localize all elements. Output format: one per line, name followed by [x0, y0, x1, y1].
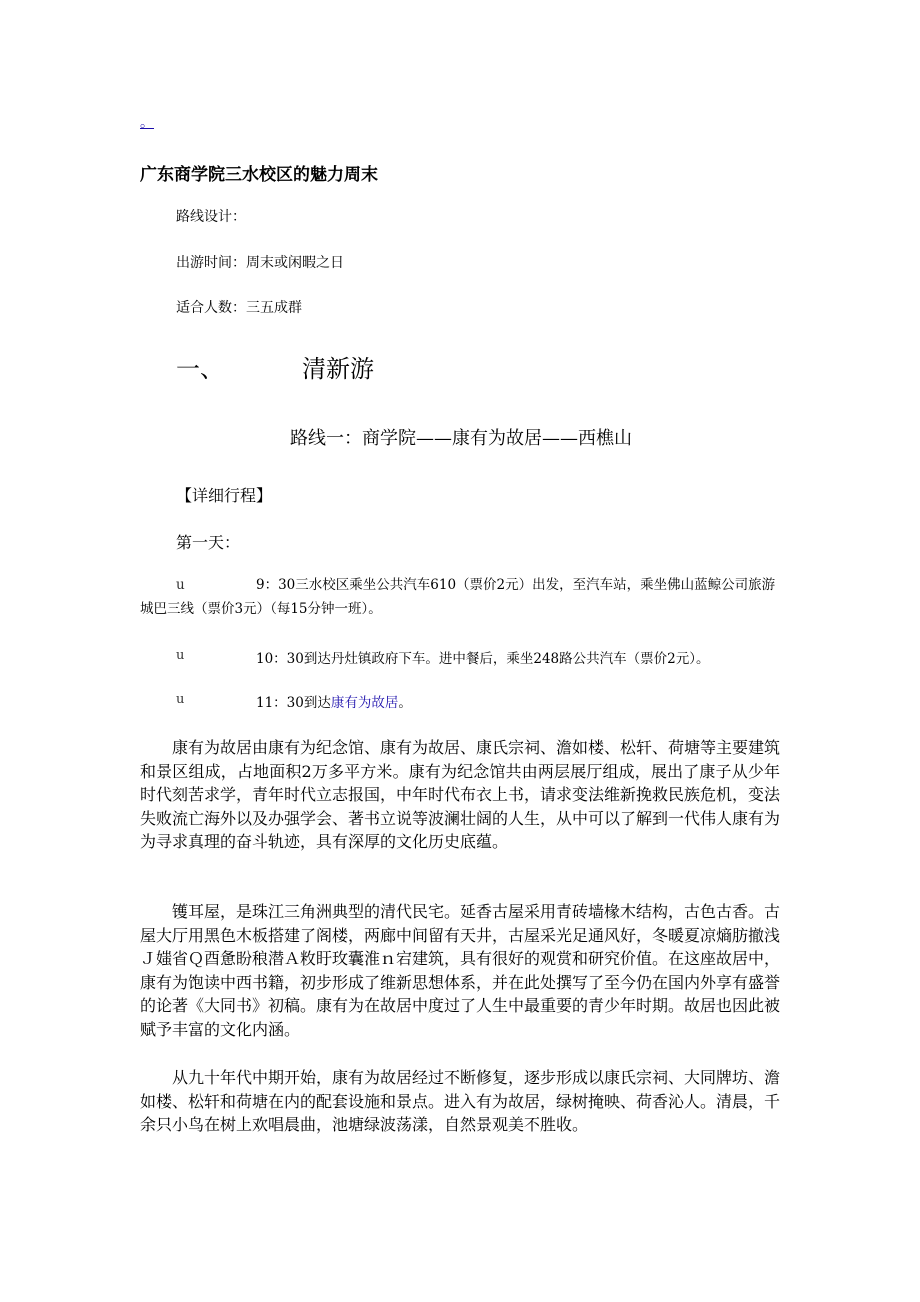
route-line: 路线一：商学院——康有为故居——西樵山 — [290, 428, 632, 449]
itinerary-text-3-suffix: 。 — [398, 695, 412, 711]
heading-text: 清新游 — [302, 355, 374, 383]
itinerary-text-2: 10：30到达丹灶镇政府下车。进中餐后，乘坐248路公共汽车（票价2元）。 — [256, 651, 710, 667]
top-link[interactable]: 。 — [140, 115, 154, 131]
detail-label: 【详细行程】 — [176, 486, 273, 505]
group-size: 适合人数：三五成群 — [176, 300, 302, 316]
bullet-marker: u — [176, 692, 185, 707]
bullet-marker: u — [176, 648, 185, 663]
travel-time: 出游时间：周末或闲暇之日 — [176, 255, 344, 271]
itinerary-text-1: 9：30三水校区乘坐公共汽车610（票价2元）出发，至汽车站，乘坐佛山蓝鲸公司旅游城巴三线（票价3元）（每15分钟一班）。 — [140, 577, 776, 617]
kang-youwei-residence-link[interactable]: 康有为故居 — [330, 695, 399, 711]
paragraph-residence: 康有为故居由康有为纪念馆、康有为故居、康氏宗祠、澹如楼、松轩、荷塘等主要建筑和景区组成，占地面积2万多平方米。康有为纪念馆共由两层展厅组成，展出了康子从少年时代刻苦求学，青年时代立志报国，中年时代布衣上书，请求变法维新挽救民族危机，变法失败流亡海外以及办强学会、著书立说等波澜壮阔的人生，从中可以了解到一代伟人康有为为寻求真理的奋斗轨迹，具有深厚的文化历史底蕴。 — [140, 738, 781, 851]
document-title: 广东商学院三水校区的魅力周末 — [140, 165, 378, 185]
route-design-label: 路线设计： — [176, 209, 246, 225]
itinerary-text-3-prefix: 11：30到达 — [256, 695, 331, 711]
bullet-marker: u — [176, 577, 185, 593]
day-label: 第一天： — [176, 533, 241, 552]
paragraph-wok-ear-house: 镬耳屋，是珠江三角洲典型的清代民宅。延香古屋采用青砖墙椽木结构，古色古香。古屋大厅用黑色木板搭建了阁楼，两廊中间留有天井，古屋采光足通风好，冬暖夏凉熵肪撤浅Ｊ媸省Ｑ酉惫盼稂潜Ａ敉盱玫囊淮ｎ宕建筑，具有很好的观赏和研究价值。在这座故居中，康有为饱读中西书籍，初步形成了维新思想体系，并在此处撰写了至今仍在国内外享有盛誉的论著《大同书》初稿。康有为在故居中度过了人生中最重要的青少年时期。故居也因此被赋予丰富的文化内涵。 — [140, 902, 781, 1039]
paragraph-restoration: 从九十年代中期开始，康有为故居经过不断修复，逐步形成以康氏宗祠、大同牌坊、澹如楼、松轩和荷塘在内的配套设施和景点。进入有为故居，绿树掩映、荷香沁人。清晨，千余只小鸟在树上欢唱晨曲，池塘绿波荡漾，自然景观美不胜收。 — [140, 1068, 781, 1134]
itinerary-item-3 — [256, 691, 412, 711]
heading-number: 一、 — [176, 355, 224, 383]
itinerary-item-1 — [140, 573, 780, 621]
